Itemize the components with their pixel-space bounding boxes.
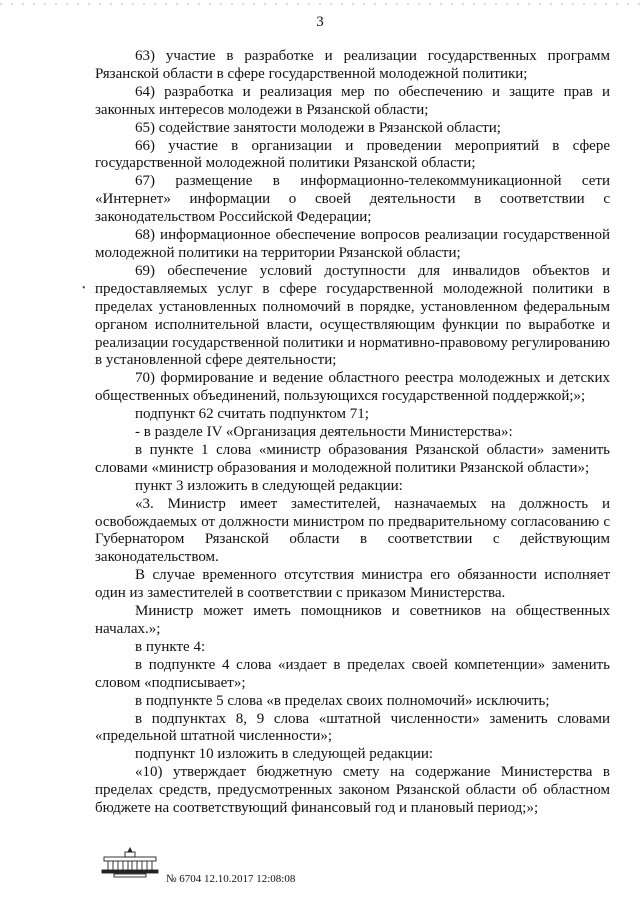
paragraph-item-69: 69) обеспечение условий доступности для инвалидов объектов и предоставляемых услуг в сфере государственной молодежной политики в пределах установленных полномочий в порядке, установленном федеральным органом исполнительной власти, осуществляющим функции по выработке и реализации государственной политики и нормативно-правовому регулированию в установленной сфере деятельности; [95, 262, 610, 369]
paragraph-item-70: 70) формирование и ведение областного реестра молодежных и детских общественных объединений, пользующихся государственной поддержкой;»; [95, 370, 610, 405]
paragraph-item-64: 64) разработка и реализация мер по обеспечению и защите прав и законных интересов молодежи в Рязанской области; [95, 83, 610, 118]
document-stamp: № 6704 12.10.2017 12:08:08 [166, 873, 296, 885]
paragraph-subpoint-10-text: «10) утверждает бюджетную смету на содержание Министерства в пределах средств, предусмотренных законом Рязанской области об областном бюджете на соответствующий финансовый год и плановый период;»; [95, 764, 610, 817]
paragraph-section-iv: - в разделе IV «Организация деятельности Министерства»: [135, 424, 513, 441]
paragraph-assistants: Министр может иметь помощников и советников на общественных началах.»; [95, 603, 610, 637]
paragraph-point-4: в пункте 4: [135, 638, 206, 655]
paragraph-item-66: 66) участие в организации и проведении мероприятий в сфере государственной молодежной политики Рязанской области; [95, 137, 610, 172]
paragraph-subpoint-5: в подпункте 5 слова «в пределах своих полномочий» исключить; [135, 692, 550, 709]
paragraph-subpoint-10-intro: подпункт 10 изложить в следующей редакции: [135, 746, 434, 763]
paragraph-point-3-intro: пункт 3 изложить в следующей редакции: [135, 477, 403, 494]
paragraph-item-68: 68) информационное обеспечение вопросов реализации государственной молодежной политики на территории Рязанской области; [95, 227, 610, 261]
paragraph-point-1: в пункте 1 слова «министр образования Рязанской области» заменить словами «министр образования и молодежной политики Рязанской области»; [95, 441, 610, 476]
paragraph-item-65: 65) содействие занятости молодежи в Рязанской области; [135, 119, 501, 136]
paragraph-absence: В случае временного отсутствия министра его обязанности исполняет один из заместителей в соответствии с приказом Министерства. [95, 567, 610, 602]
paragraph-item-63: 63) участие в разработке и реализации государственных программ Рязанской области в сфере государственной молодежной политики; [95, 48, 610, 82]
document-body [95, 48, 610, 818]
page-number: 3 [316, 14, 324, 30]
scan-artifact [0, 0, 640, 8]
margin-mark: • [82, 283, 86, 294]
paragraph-renumber: подпункт 62 считать подпунктом 71; [135, 406, 369, 423]
government-building-icon [100, 846, 160, 878]
paragraph-subpoint-4: в подпункте 4 слова «издает в пределах своей компетенции» заменить словом «подписывает»; [95, 656, 610, 691]
paragraph-point-3-text: «3. Министр имеет заместителей, назначаемых на должность и освобождаемых от должности министром по предварительному согласованию с Губернатором Рязанской области в соответствии с действующим законодательством. [95, 495, 610, 566]
footer [100, 846, 360, 886]
paragraph-item-67: 67) размещение в информационно-телекоммуникационной сети «Интернет» информации о своей деятельности в соответствии с законодательством Российской Федерации; [95, 173, 610, 226]
paragraph-subpoints-8-9: в подпунктах 8, 9 слова «штатной численности» заменить словами «предельной штатной численности»; [95, 710, 610, 745]
